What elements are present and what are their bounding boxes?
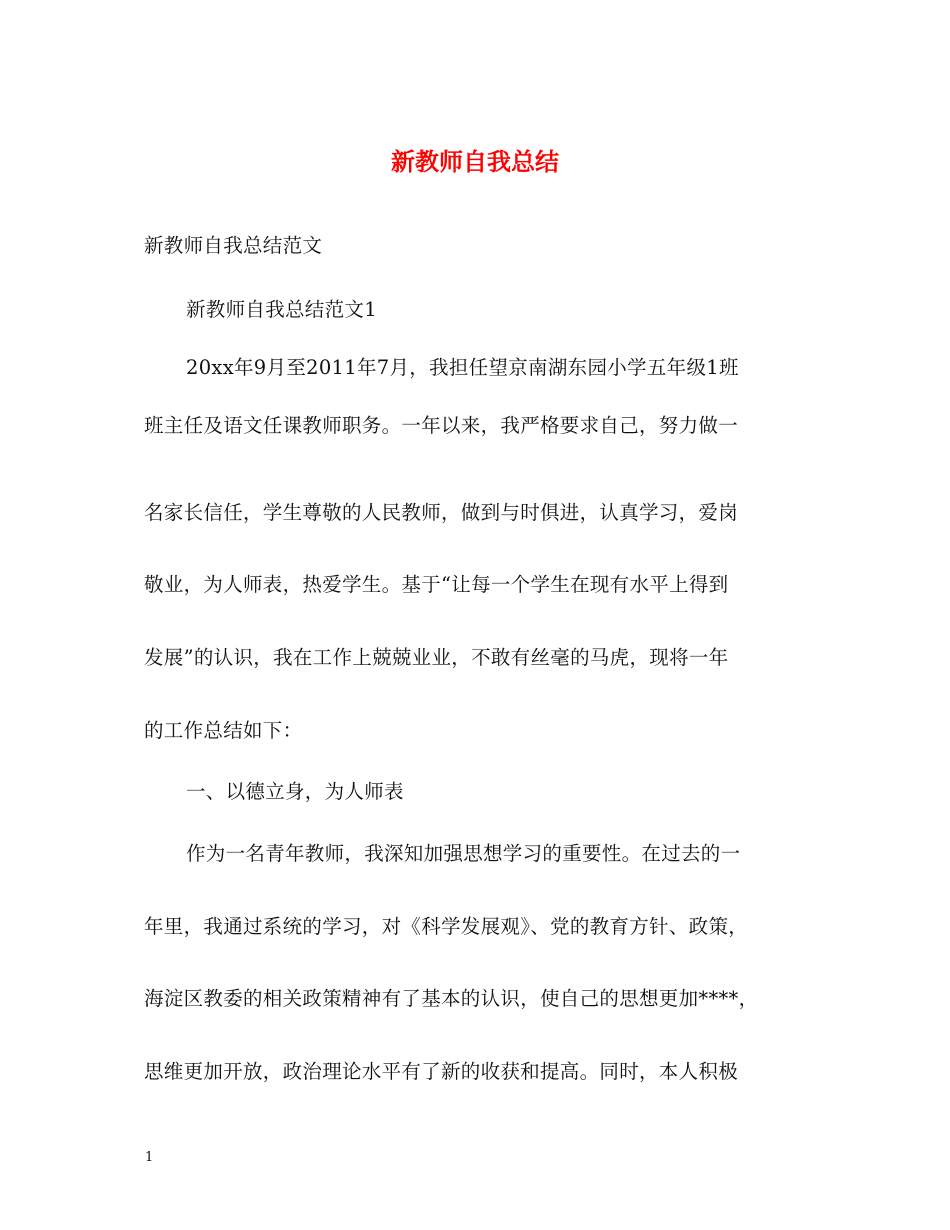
body-line: 思维更加开放，政治理论水平有了新的收获和提高。同时，本人积极 <box>144 1060 739 1083</box>
body-line: 敬业，为人师表，热爱学生。基于“让每一个学生在现有水平上得到 <box>144 573 729 596</box>
body-line: 作为一名青年教师，我深知加强思想学习的重要性。在过去的一 <box>186 842 741 865</box>
section-heading: 一、以德立身，为人师表 <box>186 780 404 803</box>
body-line: 的工作总结如下： <box>144 719 303 742</box>
subtitle-line: 新教师自我总结范文 <box>144 234 323 257</box>
body-line: 20xx年9月至2011年7月，我担任望京南湖东园小学五年级1班 <box>186 356 739 379</box>
body-line: 发展”的认识，我在工作上兢兢业业，不敢有丝毫的马虎，现将一年 <box>144 646 729 669</box>
document-title: 新教师自我总结 <box>391 147 559 176</box>
body-line: 班主任及语文任课教师职务。一年以来，我严格要求自己，努力做一 <box>144 414 739 437</box>
body-line: 年里，我通过系统的学习，对《科学发展观》、党的教育方针、政策， <box>144 915 749 938</box>
page-number: 1 <box>145 1150 154 1165</box>
body-line: 海淀区教委的相关政策精神有了基本的认识，使自己的思想更加****， <box>144 987 759 1010</box>
section-heading: 新教师自我总结范文1 <box>186 298 377 321</box>
body-line: 名家长信任，学生尊敬的人民教师，做到与时俱进，认真学习，爱岗 <box>144 501 739 524</box>
